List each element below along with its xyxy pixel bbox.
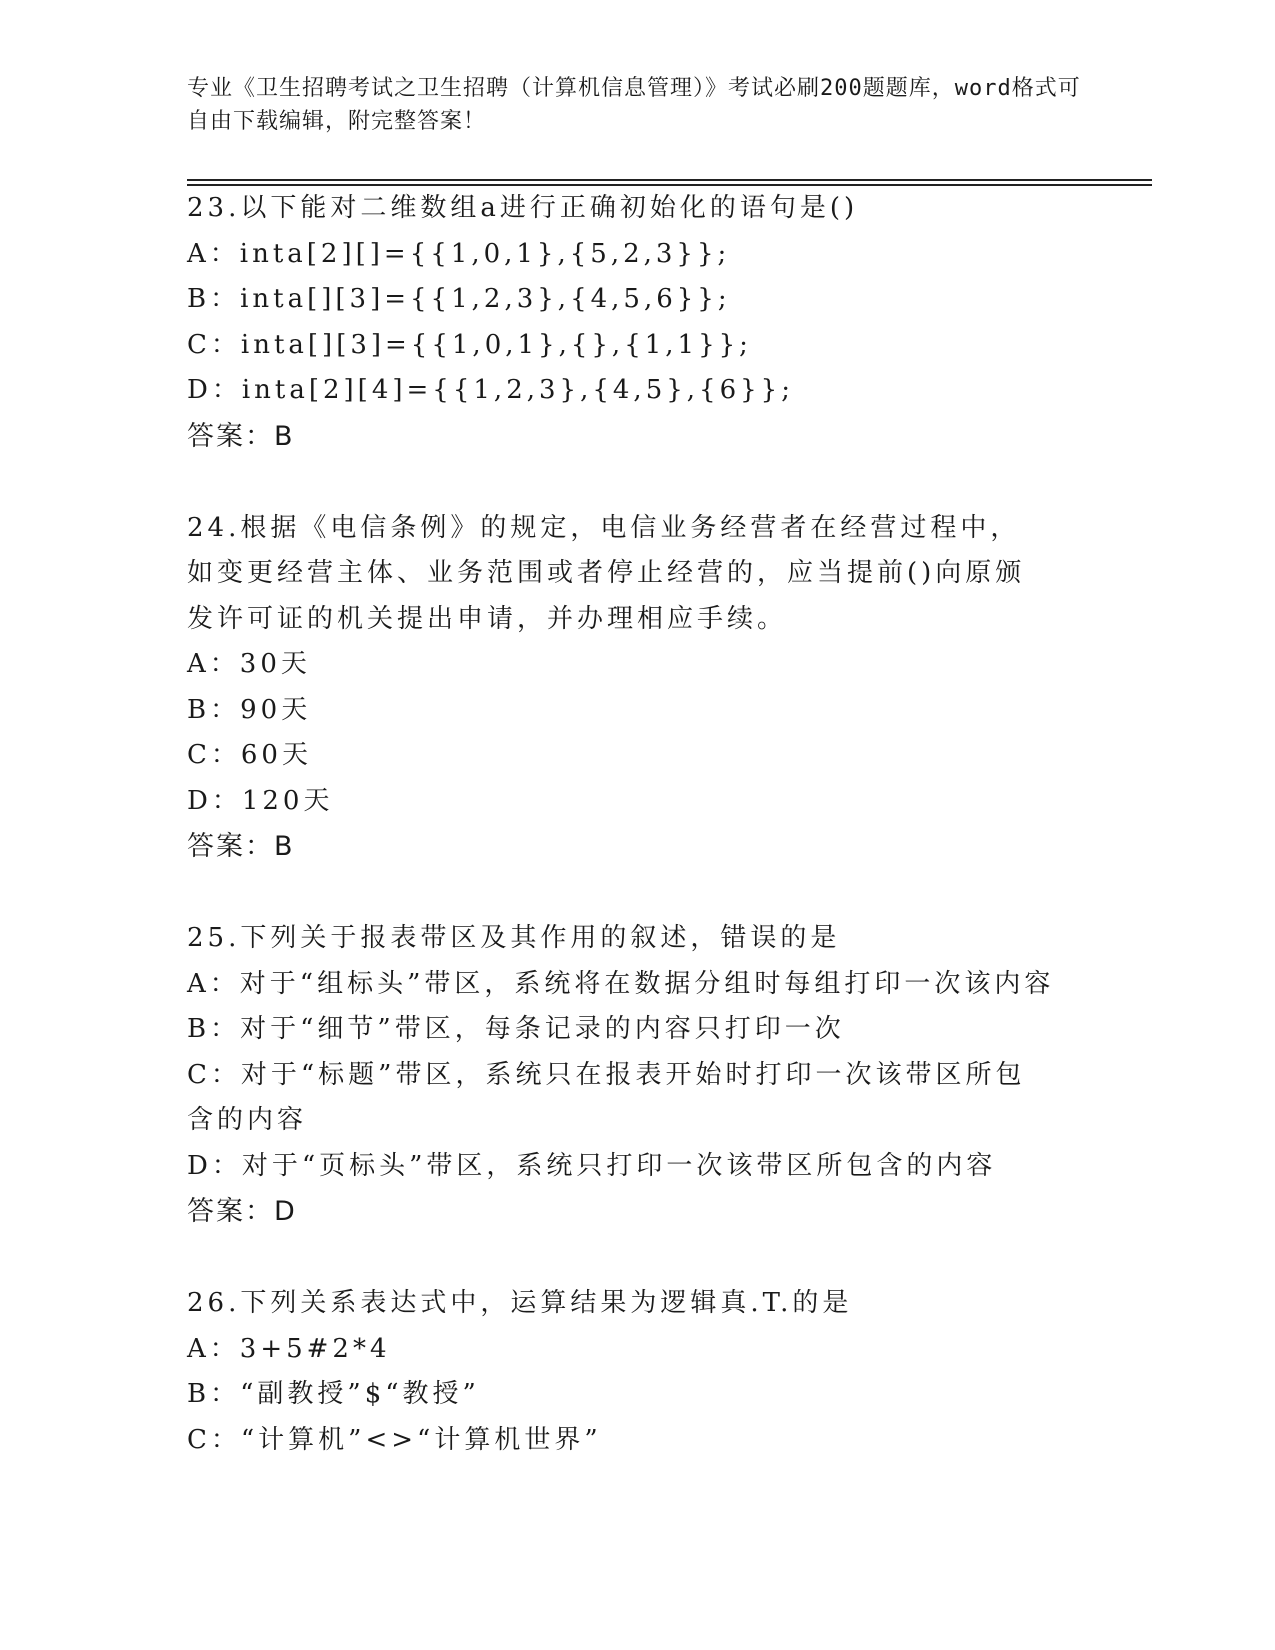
option-c: C：60天: [187, 740, 312, 770]
header-rule-top: [187, 179, 1152, 181]
option-a: A：对于“组标头”带区，系统将在数据分组时每组打印一次该内容: [187, 968, 1055, 999]
answer: 答案：B: [187, 420, 295, 452]
option-b: B：90天: [187, 694, 312, 725]
option-d: D：120天: [187, 785, 334, 816]
question-stem: 25.下列关于报表带区及其作用的叙述，错误的是: [187, 923, 841, 953]
option-b: B：“副教授”$“教授”: [187, 1379, 480, 1409]
question-stem: 24.根据《电信条例》的规定，电信业务经营者在经营过程中，如变更经营主体、业务范围或者停止经营的，应当提前()向原颁发许可证的机关提出申请，并办理相应手续。: [187, 512, 1026, 634]
question-spacer: [187, 870, 1087, 916]
option-a: A：inta[2][]={{1,0,1},{5,2,3}};: [187, 238, 731, 269]
question-24: [187, 506, 1087, 871]
option-d: D：inta[2][4]={{1,2,3},{4,5},{6}};: [187, 375, 794, 405]
question-26: [187, 1281, 1087, 1463]
answer: 答案：D: [187, 1196, 297, 1227]
option-c: C：“计算机”<>“计算机世界”: [187, 1424, 602, 1455]
question-spacer: [187, 460, 1087, 506]
document-header: 专业《卫生招聘考试之卫生招聘（计算机信息管理）》考试必刷200题题库，word格式可自由下载编辑，附完整答案！: [187, 76, 1081, 134]
question-stem: 26.下列关系表达式中，运算结果为逻辑真.T.的是: [187, 1288, 853, 1318]
question-23: [187, 186, 1087, 460]
option-c: C：对于“标题”带区，系统只在报表开始时打印一次该带区所包含的内容: [187, 1059, 1026, 1135]
question-spacer: [187, 1235, 1087, 1281]
question-stem: 23.以下能对二维数组a进行正确初始化的语句是(): [187, 193, 859, 223]
answer: 答案：B: [187, 831, 295, 862]
option-b: B：inta[][3]={{1,2,3},{4,5,6}};: [187, 284, 731, 314]
option-a: A：30天: [187, 649, 311, 679]
option-a: A：3+5#2*4: [187, 1333, 391, 1364]
option-d: D：对于“页标头”带区，系统只打印一次该带区所包含的内容: [187, 1150, 997, 1181]
question-25: [187, 916, 1087, 1235]
question-list: [187, 186, 1087, 1463]
option-b: B：对于“细节”带区，每条记录的内容只打印一次: [187, 1014, 845, 1044]
option-c: C：inta[][3]={{1,0,1},{},{1,1}};: [187, 329, 752, 360]
